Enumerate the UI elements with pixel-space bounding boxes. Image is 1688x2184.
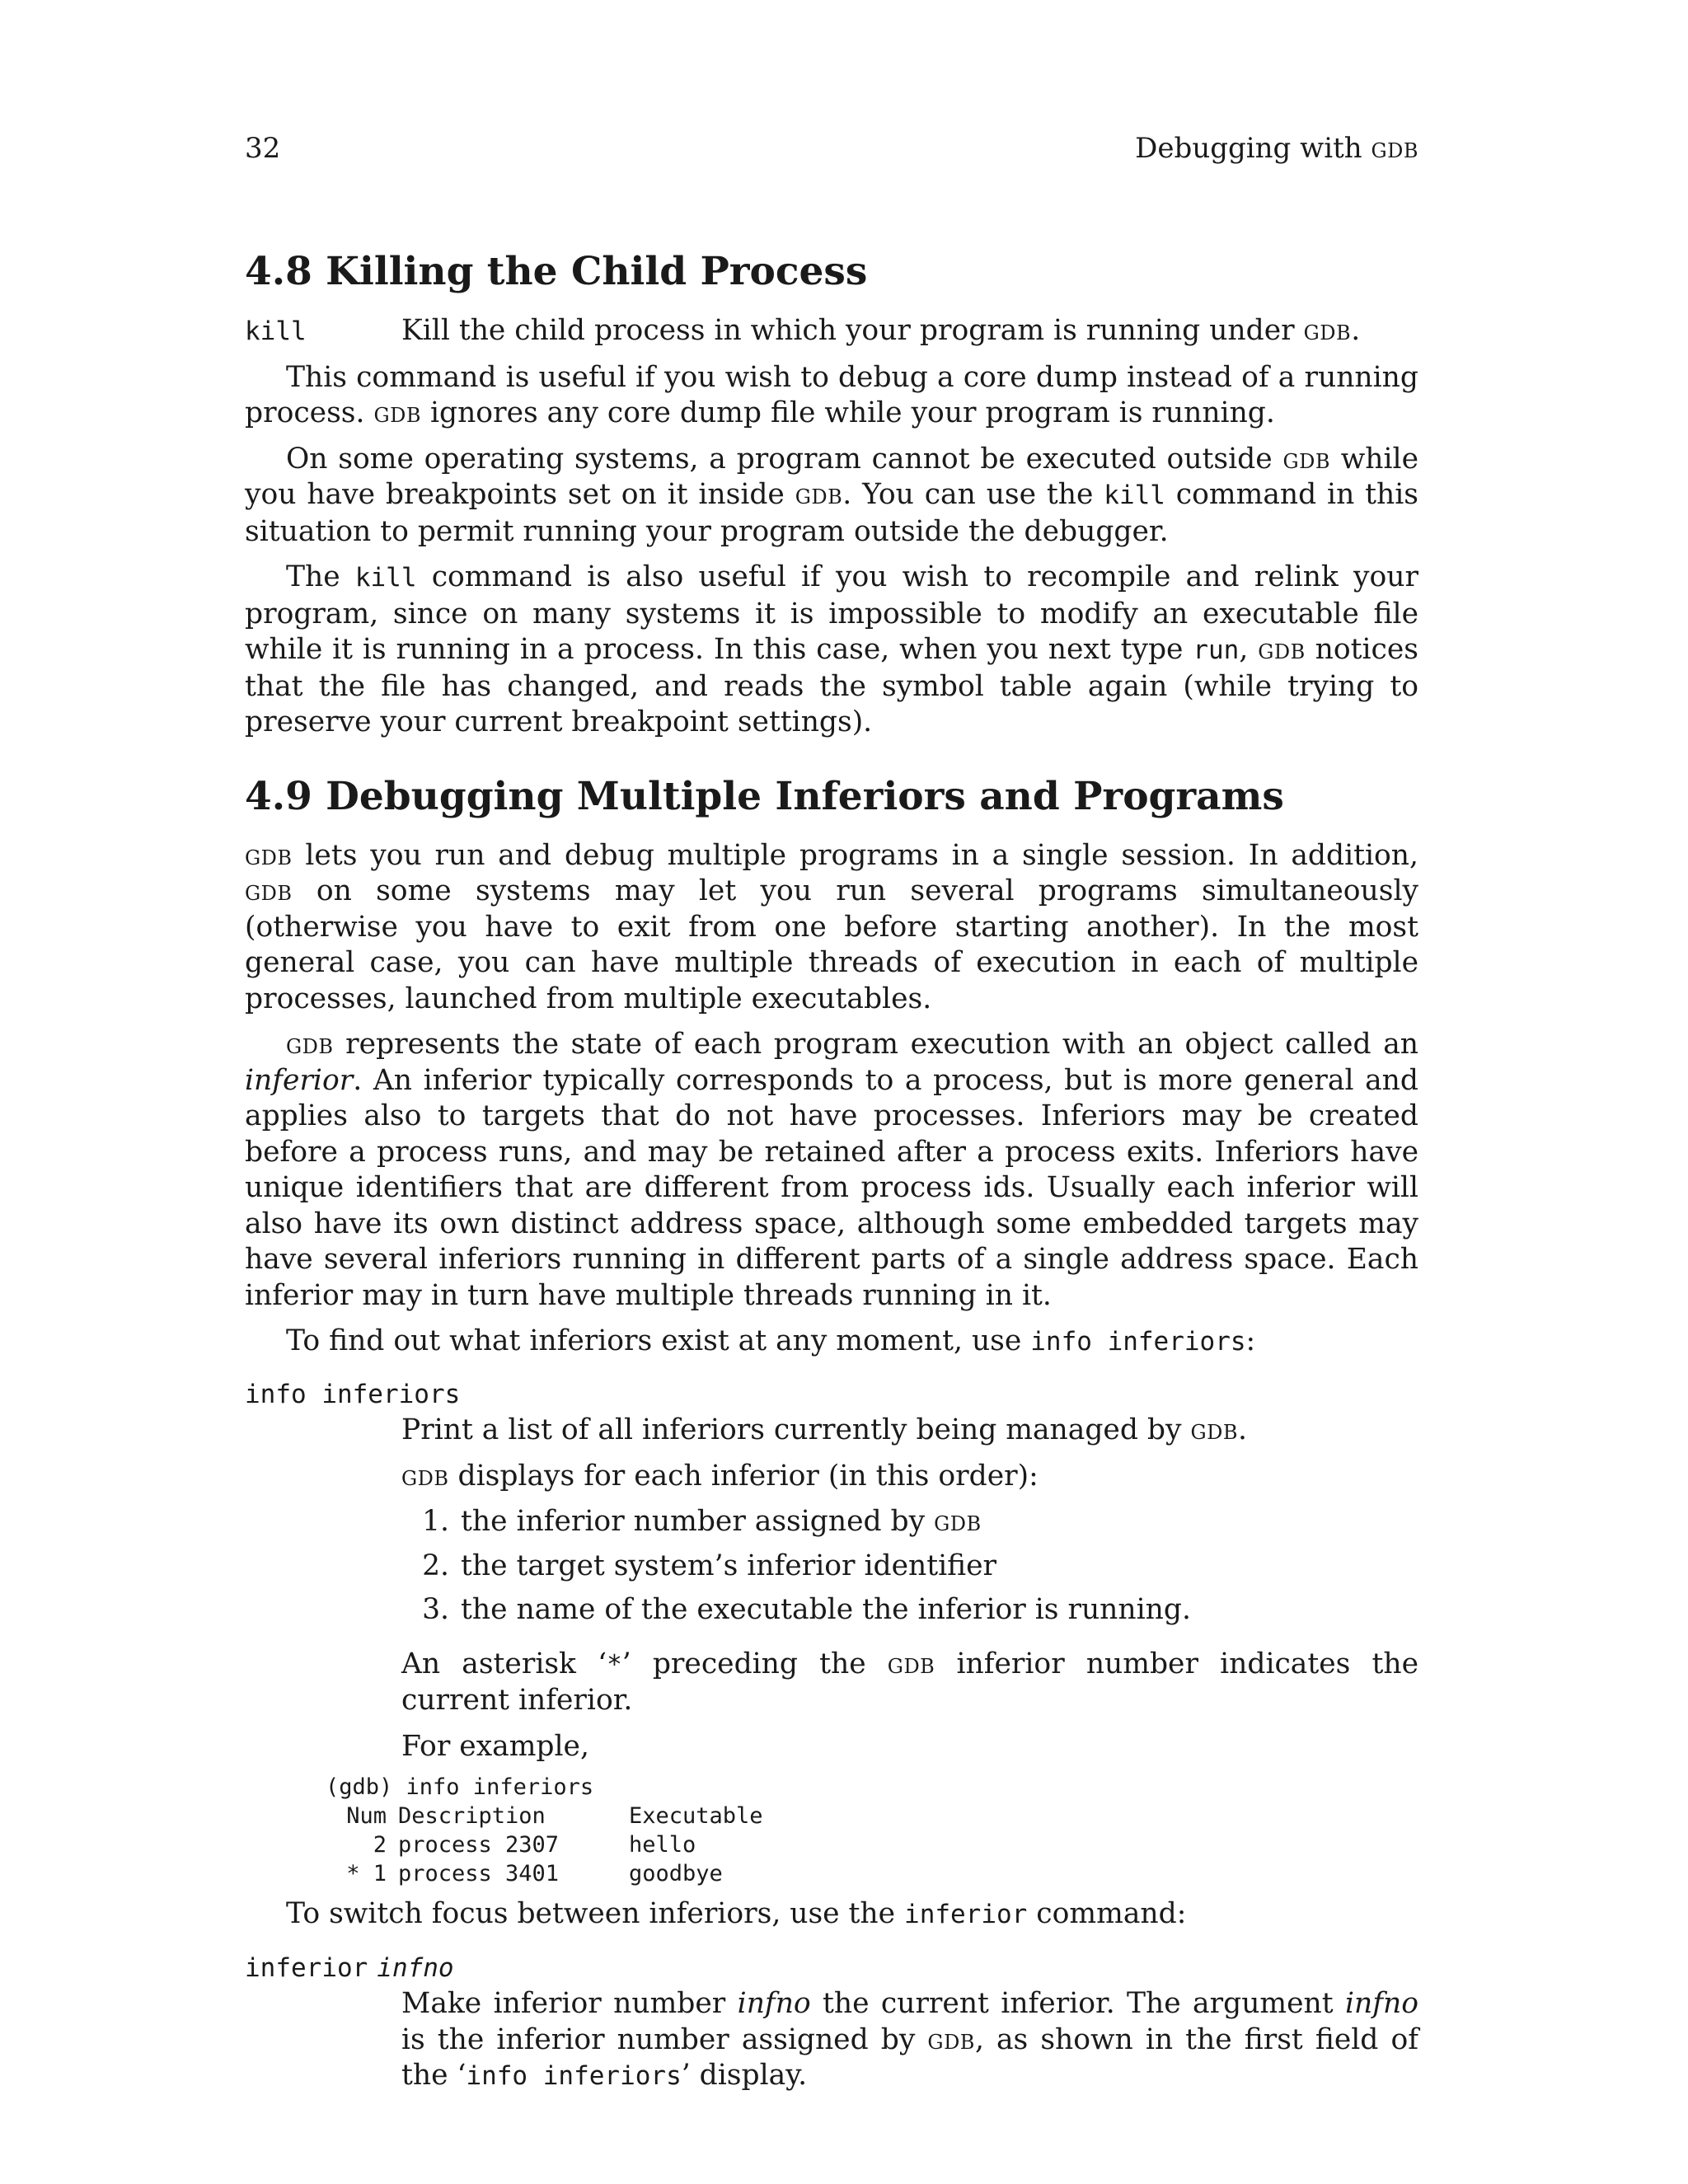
paragraph: The kill command is also useful if you wish to recompile and relink your program, since on many systems it is impossible to modify an executable file while it is running in a process. In this case, when you next type run, gdb notices that the file has changed, and reads the symbol table again (while trying to preserve your current breakpoint settings). xyxy=(245,560,1418,738)
list-item: 3. the name of the executable the inferior is running. xyxy=(422,1593,1191,1626)
paragraph: Make inferior number infno the current inferior. The argument infno is the inferior number assigned by gdb, as shown in the first field of the ‘info inferiors’ display. xyxy=(401,1987,1418,2092)
paragraph: gdb lets you run and debug multiple programs in a single session. In addition, gdb on some systems may let you run several programs simultaneously (otherwise you have to exit from one before starting another). In the most general case, you can have multiple threads of execution in each of multiple processes, launched from multiple executables. xyxy=(245,838,1418,1015)
paragraph: For example, xyxy=(401,1729,589,1763)
page-number: 32 xyxy=(245,132,281,165)
list-item: 1. the inferior number assigned by gdb xyxy=(422,1505,982,1538)
section-heading-4-8: 4.8 Killing the Child Process xyxy=(245,249,868,294)
book-title: Debugging with gdb xyxy=(1135,132,1418,165)
example-header-row: Num Description Executable xyxy=(346,1803,763,1829)
paragraph: On some operating systems, a program cannot be executed outside gdb while you have breakpoints set on it inside gdb. You can use the kill command in this situation to permit running your program outside the debugger. xyxy=(245,442,1419,548)
example-row: 2 process 2307 hello xyxy=(373,1832,696,1858)
definition-term-inferior: inferior infno xyxy=(245,1952,454,1983)
definition-term: kill xyxy=(245,316,307,346)
running-header xyxy=(245,130,1418,166)
list-item: 2. the target system’s inferior identifier xyxy=(422,1549,997,1582)
paragraph: gdb displays for each inferior (in this order): xyxy=(401,1459,1039,1493)
example-command: (gdb) info inferiors xyxy=(326,1774,594,1800)
page-body xyxy=(245,247,1418,2095)
code-example xyxy=(326,1773,1418,1888)
definition-desc: Kill the child process in which your program is running under gdb. xyxy=(401,314,1361,347)
paragraph: An asterisk ‘*’ preceding the gdb inferior number indicates the current inferior. xyxy=(401,1647,1418,1717)
example-row: * 1 process 3401 goodbye xyxy=(346,1861,723,1886)
definition-term-info-inferiors: info inferiors xyxy=(245,1379,461,1409)
paragraph: This command is useful if you wish to debug a core dump instead of a running process. gdb ignores any core dump file while your program is running. xyxy=(245,360,1418,429)
paragraph: gdb represents the state of each program execution with an object called an inferior. An inferior typically corresponds to a process, but is more general and applies also to targets that do not have processes. Inferiors may be created before a process runs, and may be retained after a process exits. Inferiors have unique identifiers that are different from process ids. Usually each inferior will also have its own distinct address space, although some embedded targets may have several inferiors running in different parts of a single address space. Each inferior may in turn have multiple threads running in it. xyxy=(245,1028,1418,1312)
paragraph: To find out what inferiors exist at any moment, use info inferiors: xyxy=(286,1324,1256,1357)
paragraph: Print a list of all inferiors currently being managed by gdb. xyxy=(401,1413,1247,1446)
definition-kill xyxy=(245,313,1418,350)
section-heading-4-9: 4.9 Debugging Multiple Inferiors and Programs xyxy=(245,773,1284,819)
paragraph: To switch focus between inferiors, use the inferior command: xyxy=(286,1897,1187,1930)
definition-desc-inferior xyxy=(401,1986,1418,2095)
ordered-list xyxy=(401,1504,1418,1629)
definition-desc-info-inferiors xyxy=(401,1413,1418,1765)
